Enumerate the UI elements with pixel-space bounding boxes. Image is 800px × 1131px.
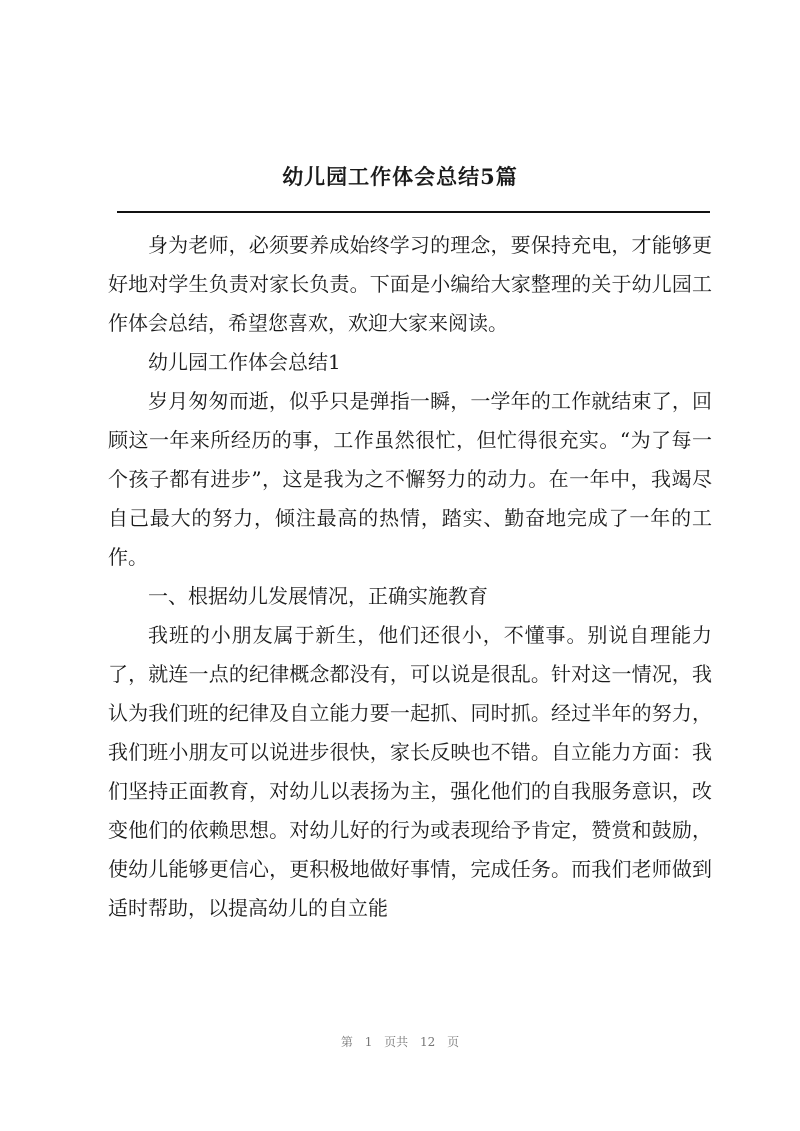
document-body	[108, 226, 712, 928]
section-heading: 幼儿园工作体会总结1	[148, 350, 341, 374]
intro-paragraph: 身为老师，必须要养成始终学习的理念，要保持充电，才能够更好地对学生负责对家长负责。下面是小编给大家整理的关于幼儿园工作体会总结，希望您喜欢，欢迎大家来阅读。	[108, 233, 712, 335]
document-title: 幼儿园工作体会总结5篇	[282, 164, 518, 189]
body-paragraph: 我班的小朋友属于新生，他们还很小，不懂事。别说自理能力了，就连一点的纪律概念都没有，可以说是很乱。针对这一情况，我认为我们班的纪律及自立能力要一起抓、同时抓。经过半年的努力，我们班小朋友可以说进步很快，家长反映也不错。自立能力方面：我们坚持正面教育，对幼儿以表扬为主，强化他们的自我服务意识，改变他们的依赖思想。对幼儿好的行为或表现给予肯定，赞赏和鼓励，使幼儿能够更信心，更积极地做好事情，完成任务。而我们老师做到适时帮助，以提高幼儿的自立能	[108, 623, 712, 920]
page-number-footer: 第 1 页共 12 页	[340, 1035, 460, 1049]
title-divider	[117, 211, 710, 213]
body-paragraph: 岁月匆匆而逝，似乎只是弹指一瞬，一学年的工作就结束了，回顾这一年来所经历的事，工作虽然很忙，但忙得很充实。“为了每一个孩子都有进步”，这是我为之不懈努力的动力。在一年中，我竭尽自己最大的努力，倾注最高的热情，踏实、勤奋地完成了一年的工作。	[108, 389, 712, 569]
subsection-heading: 一、根据幼儿发展情况，正确实施教育	[148, 584, 488, 608]
